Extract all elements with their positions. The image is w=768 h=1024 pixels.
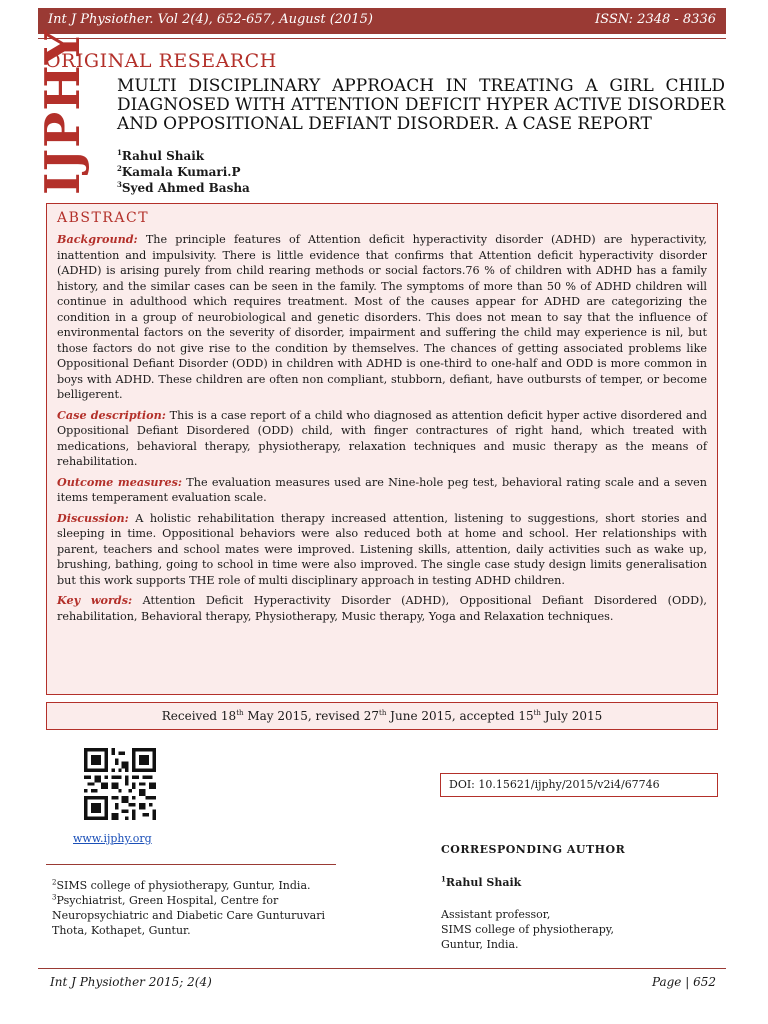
header-citation: Int J Physiother. Vol 2(4), 652-657, August (2015) xyxy=(48,12,373,27)
corresponding-author-name: $^1$Rahul Shaik xyxy=(441,874,522,889)
author-2: $^2$Kamala Kumari.P xyxy=(117,164,241,179)
affiliation-rule xyxy=(46,864,336,865)
author-1: $^1$Rahul Shaik xyxy=(117,148,205,163)
journal-logo: IJPHY xyxy=(35,29,91,195)
corresponding-author-address xyxy=(441,907,614,952)
abstract-background: Background: The principle features of Attention deficit hyperactivity disorder (ADHD) are hyperactivity, inattention and impulsivity. There is little evidence that confirms that Attention deficit hyperactivity disorder (ADHD) is arising purely from child rearing methods or social factors.76 % of children with ADHD has a family history, and the similar cases can be seen in the family. The symptoms of more than 50 % of ADHD children will continue in adulthood which requires treatment. Most of the causes appear for ADHD are categorizing the condition in a group of neurobiological and genetic disorders. This does not mean to say that the influence of environmental factors on the severity of disorder, impairment and suffering the child may experience is nil, but those factors do not give rise to the condition by themselves. The chances of getting associated problems like Oppositional Defiant Disorder (ODD) in children with ADHD is one-third to one-half and ODD is more common in boys with ADHD. These children are often non compliant, stubborn, defiant, have outbursts of temper, or become belligerent. xyxy=(57,232,707,401)
header-rule xyxy=(38,38,726,39)
affiliation-3: $^3$Psychiatrist, Green Hospital, Centre for Neuropsychiatric and Diabetic Care Gunturuvari Thota, Kothapet, Guntur. xyxy=(52,893,325,937)
corr-address-line: SIMS college of physiotherapy, xyxy=(441,923,614,936)
journal-website-link[interactable]: www.ijphy.org xyxy=(73,832,152,845)
abstract-keywords: Key words: Attention Deficit Hyperactivity Disorder (ADHD), Oppositional Defiant Disordered (ODD), rehabilitation, Behavioral therapy, Physiotherapy, Music therapy, Yoga and Relaxation techniques. xyxy=(57,593,707,623)
header-issn: ISSN: 2348 - 8336 xyxy=(595,12,716,27)
corr-address-line: Guntur, India. xyxy=(441,938,519,951)
article-title: MULTI DISCIPLINARY APPROACH IN TREATING A GIRL CHILD DIAGNOSED WITH ATTENTION DEFICIT HYPER ACTIVE DISORDER AND OPPOSITIONAL DEFIANT DISORDER. A CASE REPORT xyxy=(117,76,725,134)
page-number: Page | 652 xyxy=(651,975,716,989)
footer-citation: Int J Physiother 2015; 2(4) xyxy=(50,975,212,989)
author-3: $^3$Syed Ahmed Basha xyxy=(117,180,250,195)
abstract-heading: ABSTRACT xyxy=(57,210,150,226)
received-dates: Received 18th May 2015, revised 27th June 2015, accepted 15th July 2015 xyxy=(46,702,718,730)
abstract-outcome-measures: Outcome measures: The evaluation measures used are Nine-hole peg test, behavioral rating scale and a seven items temperament evaluation scale. xyxy=(57,474,707,504)
qr-code-icon xyxy=(84,748,156,820)
corresponding-author-heading: CORRESPONDING AUTHOR xyxy=(441,843,626,856)
affiliation-2: $^2$SIMS college of physiotherapy, Guntur, India. xyxy=(52,878,311,892)
journal-header-bar xyxy=(38,8,726,34)
abstract-case-description: Case description: This is a case report of a child who diagnosed as attention deficit hyper active disordered and Oppositional Defiant Disordered (ODD) child, with finger contractures of right hand, which treated with medications, behavioral therapy, physiotherapy, relaxation techniques and music therapy as the means of rehabilitation. xyxy=(57,407,707,468)
doi-box[interactable]: DOI: 10.15621/ijphy/2015/v2i4/67746 xyxy=(440,773,718,797)
corr-address-line: Assistant professor, xyxy=(441,908,551,921)
abstract-box xyxy=(46,203,718,695)
footer-rule xyxy=(38,968,726,969)
author-list xyxy=(117,148,250,196)
abstract-discussion: Discussion: A holistic rehabilitation therapy increased attention, listening to suggestions, short stories and sleeping in time. Oppositional behaviors were also reduced both at home and school. Her relationships with parent, teachers and school mates were improved. Listening skills, attention, daily activities such as wake up, brushing, bathing, going to school in time were also improved. The single case study design limits generalisation but this work supports THE role of multi disciplinary approach in testing ADHD children. xyxy=(57,510,707,587)
affiliations xyxy=(52,878,337,938)
article-type-label: ORIGINAL RESEARCH xyxy=(45,50,277,72)
